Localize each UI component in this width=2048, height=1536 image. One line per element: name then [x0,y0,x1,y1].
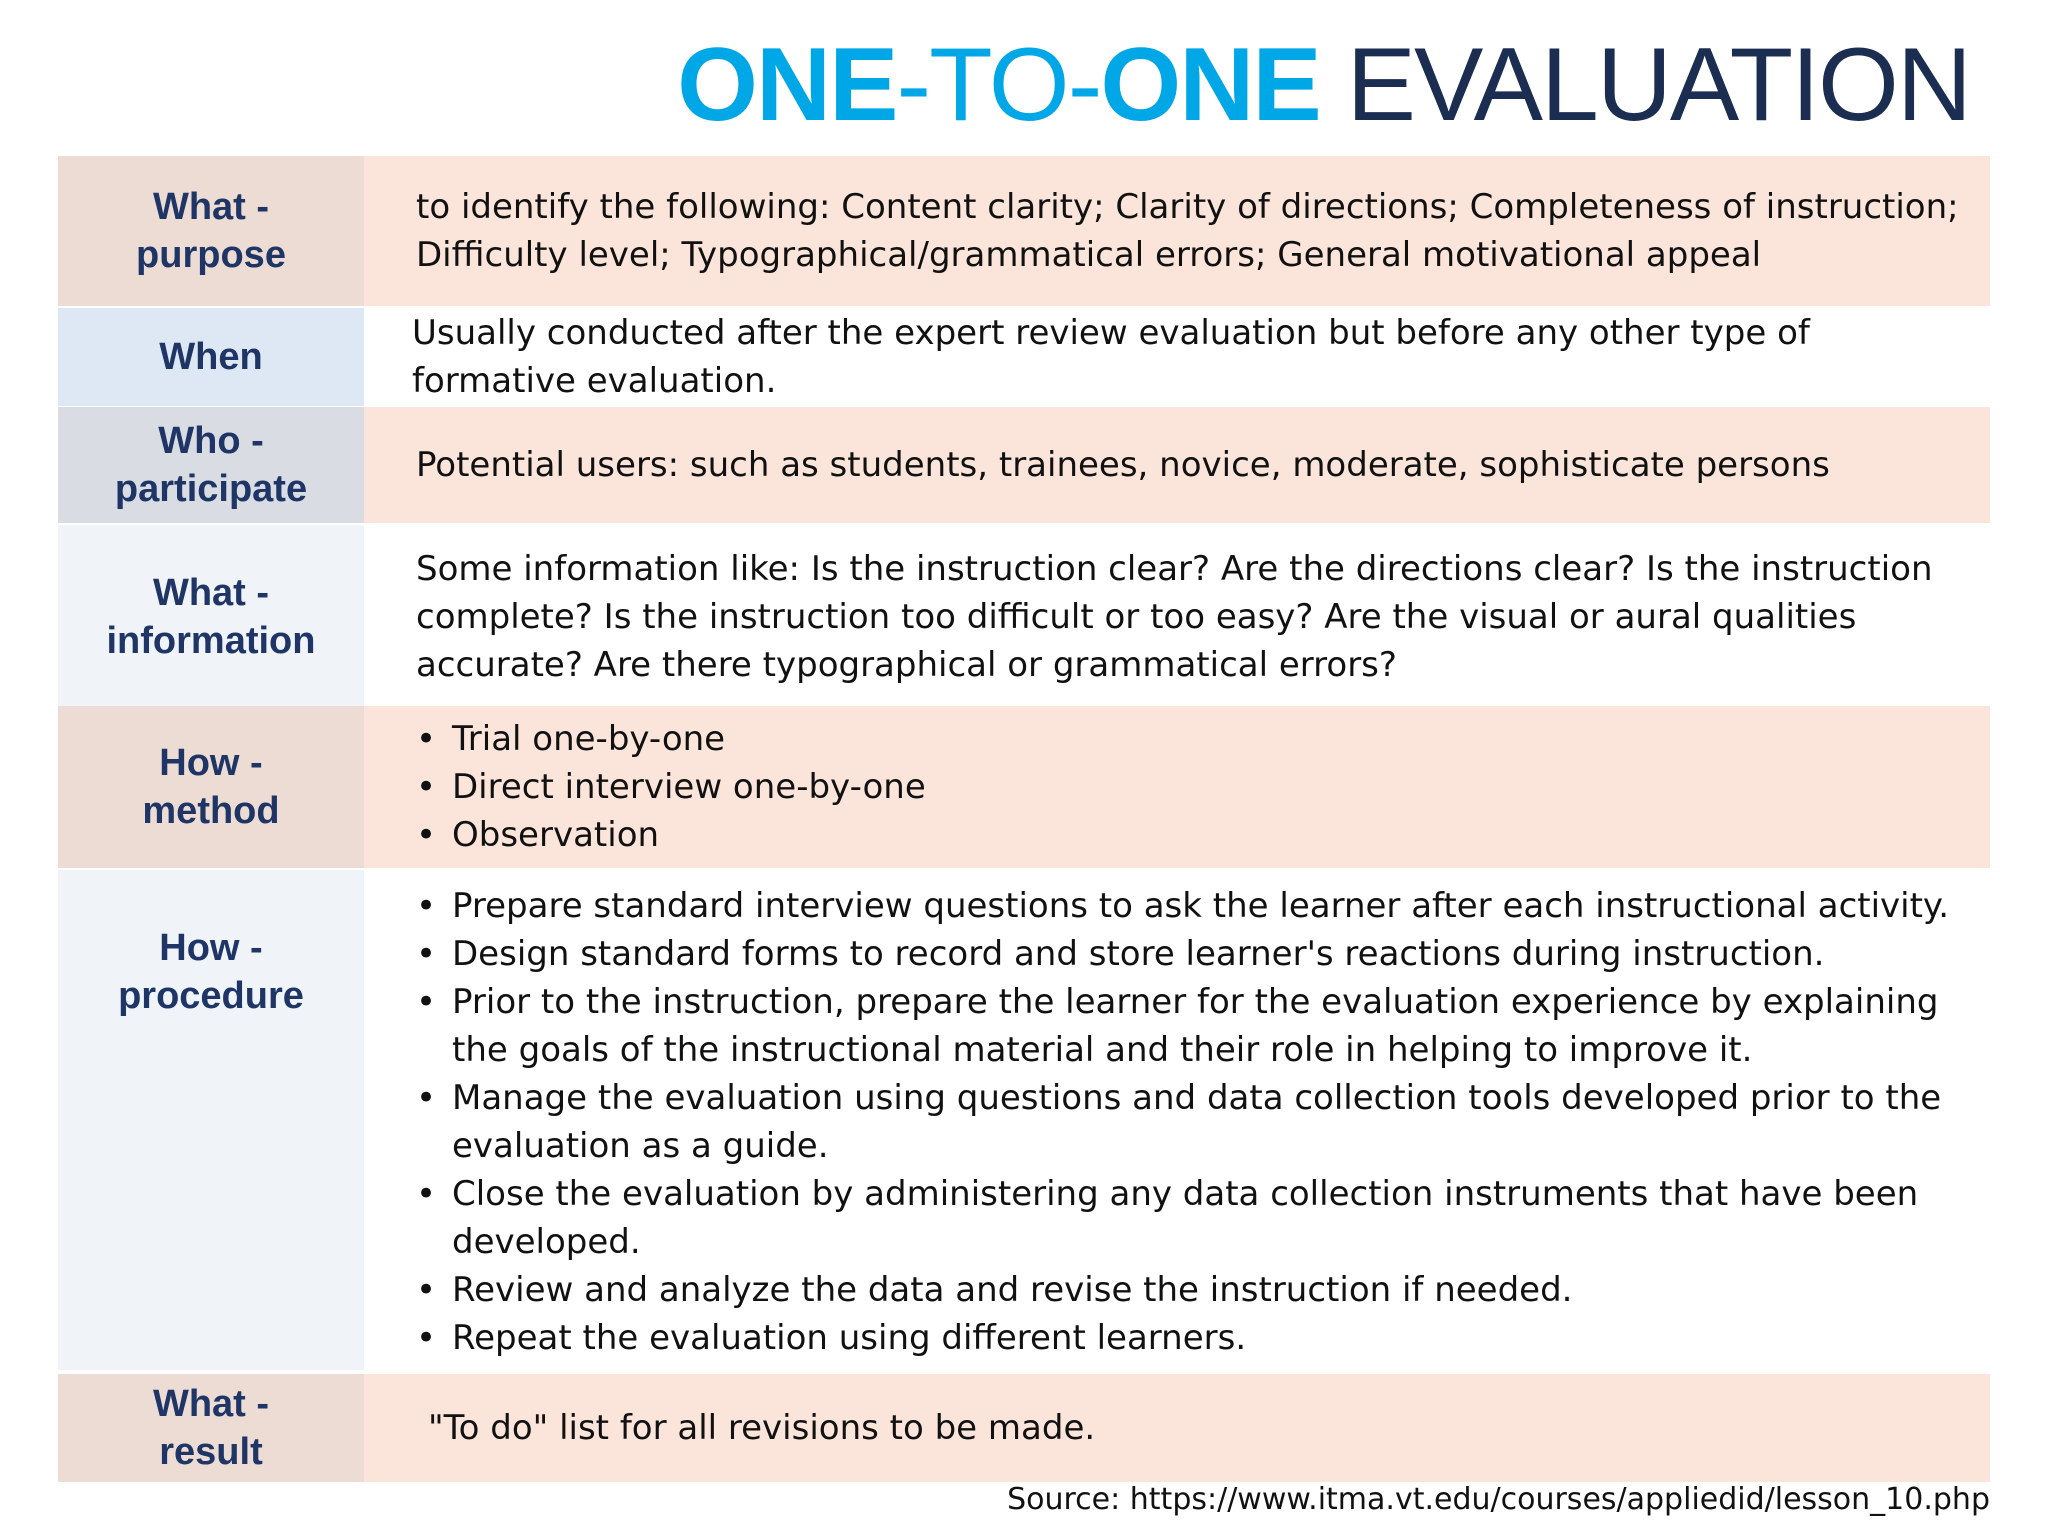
page-title [677,27,1970,143]
row-text: Potential users: such as students, trainees, novice, moderate, sophisticate persons [416,445,1830,485]
row-what-purpose [58,156,1990,306]
source-citation: Source: https://www.itma.vt.edu/courses/appliedid/lesson_10.php [1007,1482,1990,1517]
list-item: • Repeat the evaluation using different learners. [416,1314,1960,1362]
procedure-list [416,882,1960,1362]
method-list [416,715,926,859]
row-what-result [58,1374,1990,1482]
row-who-participate [58,407,1990,523]
row-label: When [58,308,364,406]
title-part-to: -TO- [896,27,1101,143]
list-item: • Prepare standard interview questions to ask the learner after each instructional activity. [416,882,1960,930]
row-how-procedure [58,870,1990,1370]
row-text: to identify the following: Content clarity; Clarity of directions; Completeness of instruction; Difficulty level; Typographical/grammatical errors; General motivational appeal [416,187,1959,275]
list-item: • Direct interview one-by-one [416,763,926,811]
list-item: • Trial one-by-one [416,715,926,763]
row-when [58,308,1990,406]
list-item: • Design standard forms to record and store learner's reactions during instruction. [416,930,1960,978]
title-part-one: ONE [677,27,897,143]
list-item: • Close the evaluation by administering any data collection instruments that have been developed. [416,1170,1960,1266]
row-label: What - result [58,1374,364,1482]
title-part-evaluation: EVALUATION [1319,27,1970,143]
row-label: Who - participate [58,407,364,523]
row-text: Some information like: Is the instruction clear? Are the directions clear? Is the instruction complete? Is the instruction too difficult or too easy? Are the visual or aural qualities accurate? Are there typographical or grammatical errors? [416,549,1933,685]
row-content [364,308,1990,406]
list-item: • Prior to the instruction, prepare the learner for the evaluation experience by explaining the goals of the instructional material and their role in helping to improve it. [416,978,1960,1074]
list-item: • Review and analyze the data and revise the instruction if needed. [416,1266,1960,1314]
row-content [364,1374,1990,1482]
row-text: Usually conducted after the expert review evaluation but before any other type of formative evaluation. [412,313,1810,401]
title-part-one-2: ONE [1100,27,1320,143]
row-label: How - procedure [58,870,364,1370]
row-content [364,156,1990,306]
list-item: • Manage the evaluation using questions and data collection tools developed prior to the evaluation as a guide. [416,1074,1960,1170]
list-item: • Observation [416,811,926,859]
row-content [364,706,1990,868]
row-label: What - information [58,525,364,861]
row-text: "To do" list for all revisions to be made. [428,1408,1096,1448]
row-content [364,870,1990,1370]
row-label: What - purpose [58,156,364,306]
row-how-method [58,706,1990,868]
row-content [364,407,1990,523]
row-label: How - method [58,706,364,868]
